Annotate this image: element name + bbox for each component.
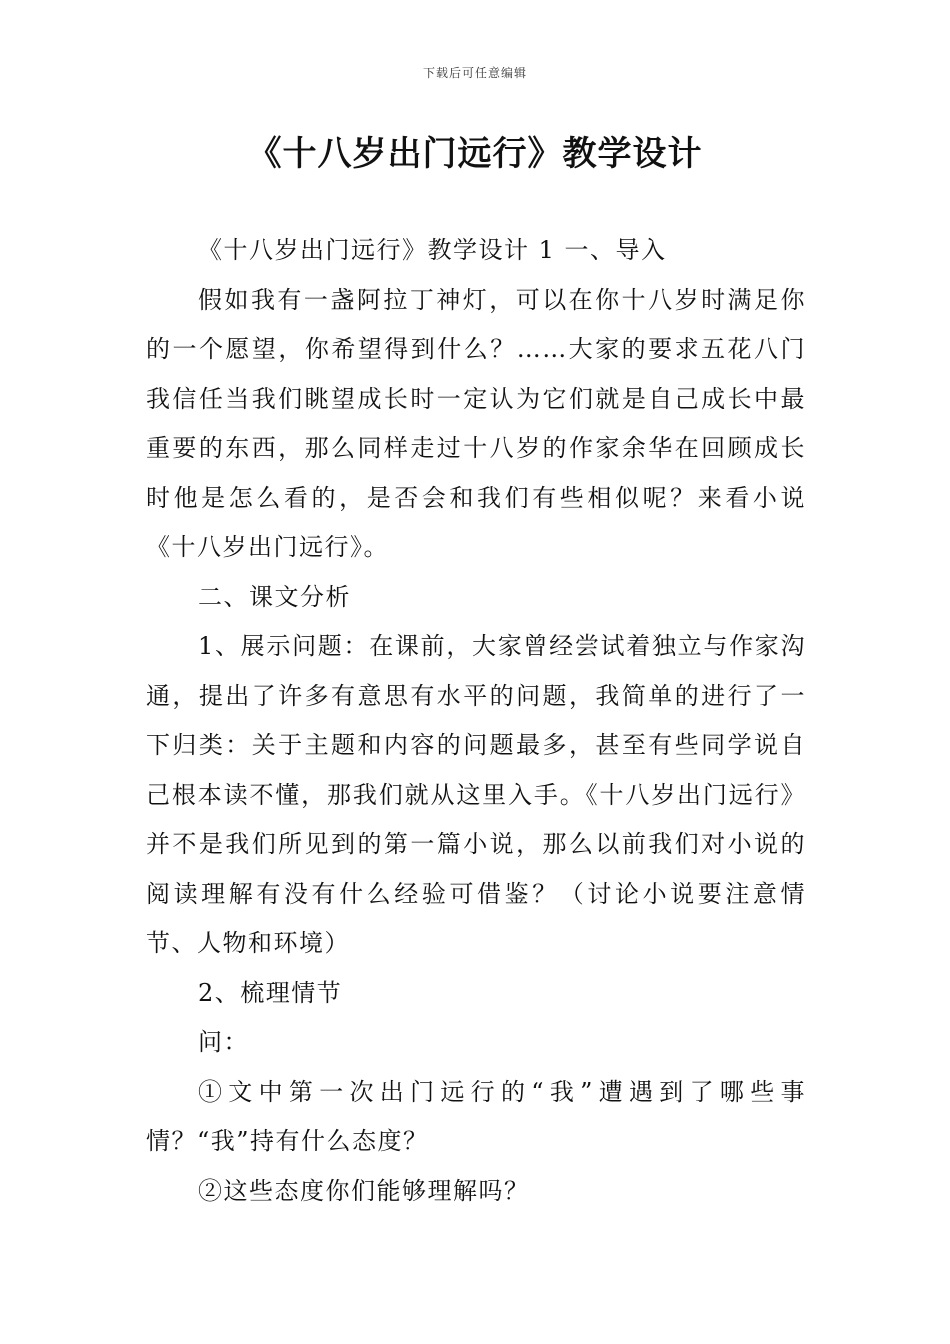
paragraph-section-analysis: 二、课文分析 <box>198 582 351 611</box>
paragraph-intro-text: 假如我有一盏阿拉丁神灯，可以在你十八岁时满足你的一个愿望，你希望得到什么？……大家的要求五花八门我信任当我们眺望成长时一定认为它们就是自己成长中最重要的东西，那么同样走过十八岁的作家余华在回顾成长时他是怎么看的，是否会和我们有些相似呢？来看小说《十八岁出门远行》。 <box>146 285 806 561</box>
document-body <box>146 226 806 1216</box>
paragraph-show-questions: 1、展示问题：在课前，大家曾经尝试着独立与作家沟通，提出了许多有意思有水平的问题，我简单的进行了一下归类：关于主题和内容的问题最多，甚至有些同学说自己根本读不懂，那我们就从这里入手。《十八岁出门远行》并不是我们所见到的第一篇小说，那么以前我们对小说的阅读理解有没有什么经验可借鉴？（讨论小说要注意情节、人物和环境） <box>146 632 806 957</box>
document-title: 《十八岁出门远行》教学设计 <box>247 134 703 174</box>
paragraph-question-1: ①文中第一次出门远行的“我”遭遇到了哪些事情？“我”持有什么态度？ <box>146 1077 806 1155</box>
page-header-note: 下载后可任意编辑 <box>422 66 527 80</box>
paragraph-question-2: ②这些态度你们能够理解吗？ <box>198 1176 530 1205</box>
paragraph-plot-heading: 2、梳理情节 <box>198 978 343 1007</box>
paragraph-question-label: 问： <box>198 1028 249 1056</box>
paragraph-intro-heading: 《十八岁出门远行》教学设计 1 一、导入 <box>198 236 667 264</box>
